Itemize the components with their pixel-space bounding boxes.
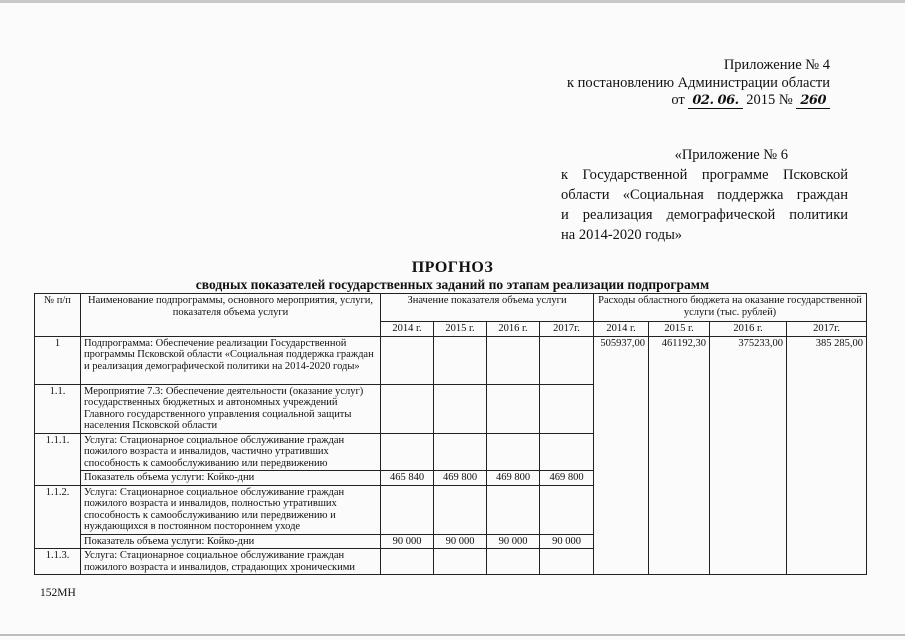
year-header: 2015 г. — [649, 322, 710, 337]
volume-value: 469 800 — [487, 471, 540, 486]
date-prefix: от — [671, 92, 685, 108]
page-code: 152МН — [40, 587, 76, 599]
row-name: Услуга: Стационарное социальное обслуживание граждан пожилого возраста и инвалидов, страдающих хроническими — [81, 549, 381, 575]
annex-year: 2015 № — [746, 92, 793, 108]
annex-six-block — [561, 145, 848, 245]
forecast-table — [34, 293, 867, 575]
scan-top-edge — [0, 0, 905, 3]
annex-six-title: «Приложение № 6 — [674, 147, 788, 163]
scan-bottom-edge — [0, 634, 905, 636]
volume-value: 465 840 — [381, 471, 434, 486]
handwritten-number: 260 — [796, 93, 830, 109]
year-header: 2014 г. — [594, 322, 649, 337]
volume-value: 90 000 — [487, 534, 540, 549]
col-header-volume: Значение показателя объема услуги — [381, 294, 594, 322]
budget-value: 375233,00 — [710, 336, 787, 575]
year-header: 2017г. — [540, 322, 594, 337]
annex-six-line: области «Социальная поддержка граждан — [561, 187, 848, 203]
row-number: 1.1.1. — [35, 433, 81, 485]
row-number: 1 — [35, 336, 81, 384]
indicator-name: Показатель объема услуги: Койко-дни — [81, 534, 381, 549]
volume-value: 90 000 — [540, 534, 594, 549]
volume-value: 469 800 — [540, 471, 594, 486]
year-header: 2016 г. — [487, 322, 540, 337]
row-number: 1.1.2. — [35, 485, 81, 549]
budget-value: 461192,30 — [649, 336, 710, 575]
indicator-name: Показатель объема услуги: Койко-дни — [81, 471, 381, 486]
annex-title: Приложение № 4 — [723, 57, 830, 73]
col-header-budget: Расходы областного бюджета на оказание государственной услуги (тыс. рублей) — [594, 294, 867, 322]
row-name: Мероприятие 7.3: Обеспечение деятельности (оказание услуг) государственных бюджетных и автономных учреждений Главного государственного управления социальной защиты населения Псковской области — [81, 384, 381, 433]
volume-value: 90 000 — [434, 534, 487, 549]
volume-value: 90 000 — [381, 534, 434, 549]
row-name: Услуга: Стационарное социальное обслуживание граждан пожилого возраста и инвалидов, частично утративших способность к самообслуживанию или передвижению — [81, 433, 381, 471]
annex-resolution: к постановлению Администрации области — [566, 74, 830, 91]
budget-value: 385 285,00 — [787, 336, 867, 575]
row-number: 1.1. — [35, 384, 81, 433]
year-header: 2014 г. — [381, 322, 434, 337]
table-header-row — [35, 294, 867, 322]
annex-six-line: к Государственной программе Псковской — [561, 167, 848, 183]
annex-six-line: на 2014-2020 годы» — [561, 227, 683, 243]
budget-value: 505937,00 — [594, 336, 649, 575]
row-number: 1.1.3. — [35, 549, 81, 575]
col-header-name: Наименование подпрограммы, основного мероприятия, услуги, показателя объема услуги — [81, 294, 381, 337]
volume-value: 469 800 — [434, 471, 487, 486]
annex-header — [530, 57, 830, 110]
col-header-num: № п/п — [35, 294, 81, 337]
row-name: Услуга: Стационарное социальное обслуживание граждан пожилого возраста и инвалидов, полностью утративших способность к самообслуживанию или передвижению и нуждающихся в постоянном постороннем уходе — [81, 485, 381, 534]
handwritten-date: 02. 06. — [688, 93, 742, 109]
annex-date-line — [530, 92, 830, 110]
year-header: 2015 г. — [434, 322, 487, 337]
document-title: ПРОГНОЗ — [411, 259, 494, 276]
table-row — [35, 336, 867, 384]
row-name: Подпрограмма: Обеспечение реализации Государственной программы Псковской области «Социальная поддержка граждан и реализация демографической политики на 2014-2020 годы» — [81, 336, 381, 384]
document-subtitle: сводных показателей государственных заданий по этапам реализации подпрограмм — [195, 277, 710, 292]
annex-six-line: и реализация демографической политики — [561, 207, 848, 223]
year-header: 2016 г. — [710, 322, 787, 337]
year-header: 2017г. — [787, 322, 867, 337]
